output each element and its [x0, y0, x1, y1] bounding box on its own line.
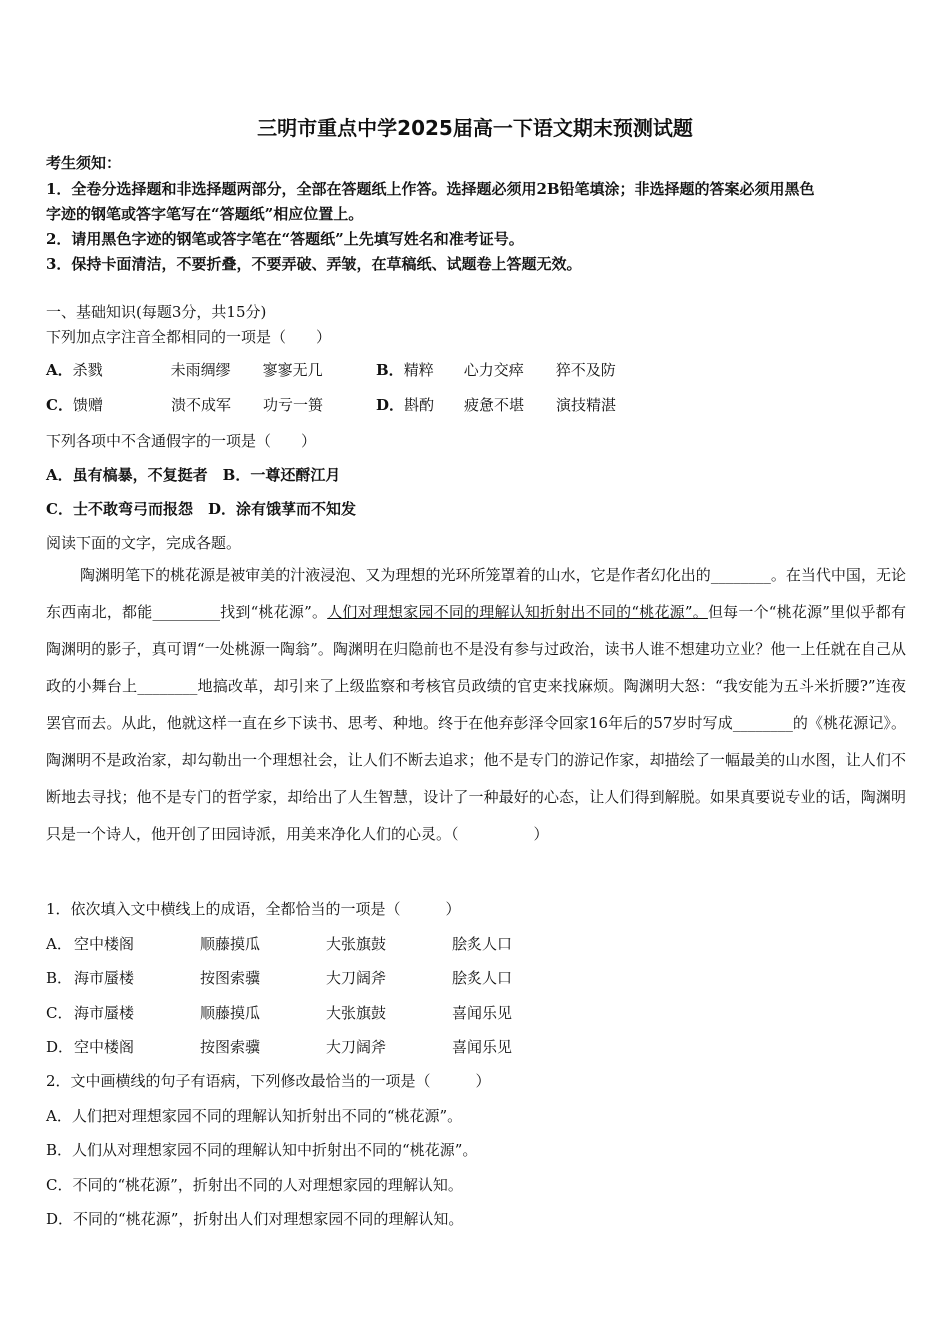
option-word: 心力交瘁	[463, 361, 524, 379]
page-title: 三明市重点中学2025届高一下语文期末预测试题	[257, 116, 693, 140]
sub2-option-c: C．不同的“桃花源”，折射出不同的人对理想家园的理解认知。	[46, 1176, 463, 1194]
option-word: 斟酌	[404, 396, 435, 414]
option-word: 脍炙人口	[452, 969, 513, 987]
q1-option-a	[46, 359, 353, 380]
q1-option-c	[46, 394, 353, 415]
option-word: 喜闻乐见	[452, 1038, 513, 1056]
option-word: 脍炙人口	[452, 935, 513, 953]
notice-item-3: 3．保持卡面清洁，不要折叠，不要弄破、弄皱，在草稿纸、试题卷上答题无效。	[46, 255, 582, 273]
passage-part-1: 陶渊明笔下的桃花源是被审美的汁液浸泡、又为理想的光环所笼罩着的山水，它是作者幻化出的________。在当代中国，无论东西南北，都能_________找到“桃花源”。	[46, 566, 906, 621]
sub1-option-a	[46, 933, 512, 954]
sub2-option-d: D．不同的“桃花源”，折射出人们对理想家园不同的理解认知。	[46, 1210, 464, 1228]
notice-item-2: 2．请用黑色字迹的钢笔或答字笔在“答题纸”上先填写姓名和准考证号。	[46, 230, 524, 248]
underlined-sentence: 人们对理想家园不同的理解认知折射出不同的“桃花源”。	[327, 603, 708, 621]
q2-options-ab: A．虽有槁暴，不复挺者 B．一尊还酹江月	[46, 466, 341, 484]
notice-item-1-line-2: 字迹的钢笔或答字笔写在“答题纸”相应位置上。	[46, 205, 364, 223]
option-word: 大张旗鼓	[326, 935, 387, 953]
sub-question-1-stem: 1．依次填入文中横线上的成语，全都恰当的一项是（ ）	[46, 900, 461, 918]
option-label: C．	[46, 1004, 73, 1022]
option-word: 顺藤摸瓜	[200, 1004, 261, 1022]
sub1-option-c	[46, 1002, 512, 1023]
option-word: 空中楼阁	[74, 935, 135, 953]
option-word: 馈赠	[72, 396, 103, 414]
option-word: 顺藤摸瓜	[200, 935, 261, 953]
q2-options-cd: C．士不敢弯弓而报怨 D．涂有饿莩而不知发	[46, 500, 356, 518]
q1-option-b	[376, 359, 646, 380]
option-word: 寥寥无几	[262, 361, 323, 379]
option-label: A．	[46, 935, 72, 953]
section-heading: 一、基础知识(每题3分，共15分)	[46, 303, 267, 321]
option-word: 海市蜃楼	[74, 969, 135, 987]
notice-heading: 考生须知：	[46, 154, 122, 172]
option-word: 溃不成军	[170, 396, 231, 414]
question-2-stem: 下列各项中不含通假字的一项是（ ）	[46, 432, 317, 450]
option-word: 大张旗鼓	[326, 1004, 387, 1022]
option-word: 按图索骥	[200, 969, 261, 987]
option-label: A．	[46, 361, 73, 379]
option-word: 猝不及防	[555, 361, 616, 379]
option-label: C．	[46, 396, 73, 414]
option-word: 大刀阔斧	[326, 969, 387, 987]
option-word: 杀戮	[72, 361, 103, 379]
option-word: 空中楼阁	[74, 1038, 135, 1056]
question-1-stem: 下列加点字注音全都相同的一项是（ ）	[46, 328, 332, 346]
option-label: D．	[376, 396, 405, 414]
option-word: 功亏一篑	[262, 396, 323, 414]
option-word: 演技精湛	[556, 396, 617, 414]
sub1-option-d	[46, 1036, 512, 1057]
option-word: 喜闻乐见	[452, 1004, 513, 1022]
option-word: 疲惫不堪	[464, 396, 525, 414]
sub2-option-a: A．人们把对理想家园不同的理解认知折射出不同的“桃花源”。	[46, 1107, 463, 1125]
option-word: 按图索骥	[200, 1038, 261, 1056]
option-word: 未雨绸缪	[170, 361, 231, 379]
option-word: 大刀阔斧	[326, 1038, 387, 1056]
option-word: 精粹	[403, 361, 434, 379]
notice-item-1-line-1: 1．全卷分选择题和非选择题两部分，全部在答题纸上作答。选择题必须用2B铅笔填涂；非选择题的答案必须用黑色	[46, 180, 815, 198]
option-label: D．	[46, 1038, 74, 1056]
reading-passage	[46, 557, 906, 853]
sub1-option-b	[46, 967, 512, 988]
option-label: B．	[376, 361, 404, 379]
sub-question-2-stem: 2．文中画横线的句子有语病，下列修改最恰当的一项是（ ）	[46, 1072, 491, 1090]
sub2-option-b: B．人们从对理想家园不同的理解认知中折射出不同的“桃花源”。	[46, 1141, 478, 1159]
option-word: 海市蜃楼	[74, 1004, 135, 1022]
reading-intro: 阅读下面的文字，完成各题。	[46, 534, 242, 552]
q1-option-d	[376, 394, 646, 415]
passage-part-2: 但每一个“桃花源”里似乎都有陶渊明的影子，真可谓“一处桃源一陶翁”。陶渊明在归隐前也不是没有参与过政治，读书人谁不想建功立业？他一上任就在自己从政的小舞台上________地搞改革，却引来了上级监察和考核官员政绩的官吏来找麻烦。陶渊明大怒：“我安能为五斗米折腰?”连夜罢官而去。从此，他就这样一直在乡下读书、思考、种地。终于在他弃彭泽令回家16年后的57岁时写成________的《桃花源记》。陶渊明不是政治家，却勾勒出一个理想社会，让人们不断去追求；他不是专门的游记作家，却描绘了一幅最美的山水图，让人们不断地去寻找；他不是专门的哲学家，却给出了人生智慧，设计了一种最好的心态，让人们得到解脱。如果真要说专业的话，陶渊明只是一个诗人，他开创了田园诗派，用美来净化人们的心灵。（ ）	[46, 603, 907, 843]
option-label: B．	[46, 969, 73, 987]
